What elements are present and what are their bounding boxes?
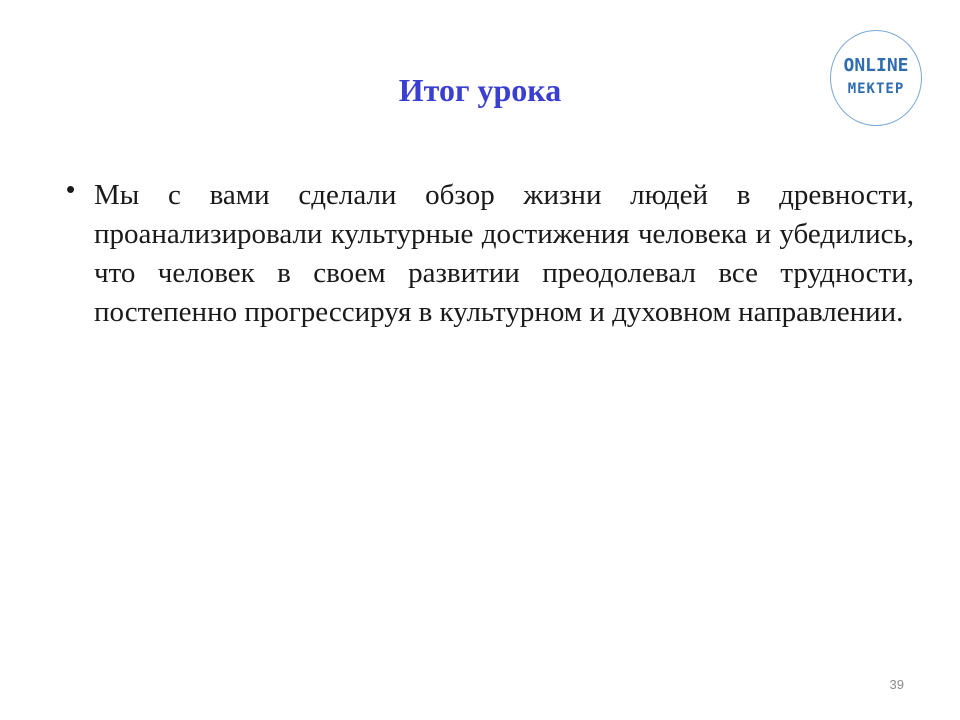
bullet-item xyxy=(60,176,920,332)
bullet-marker: • xyxy=(66,174,76,204)
logo-text-line2: МЕКТЕР xyxy=(847,81,905,97)
bullet-list xyxy=(60,176,920,332)
online-mekter-logo xyxy=(830,30,922,126)
bullet-text: Мы с вами сделали обзор жизни людей в древности, проанализировали культурные достижения человека и убедились, что человек в своем развитии преодолевал все трудности, постепенно прогрессируя в культурном и духовном направлении. xyxy=(94,179,914,328)
logo-text-line1: ONLINE xyxy=(843,55,909,76)
slide-title: Итог урока xyxy=(398,72,562,108)
page-number: 39 xyxy=(889,677,904,692)
